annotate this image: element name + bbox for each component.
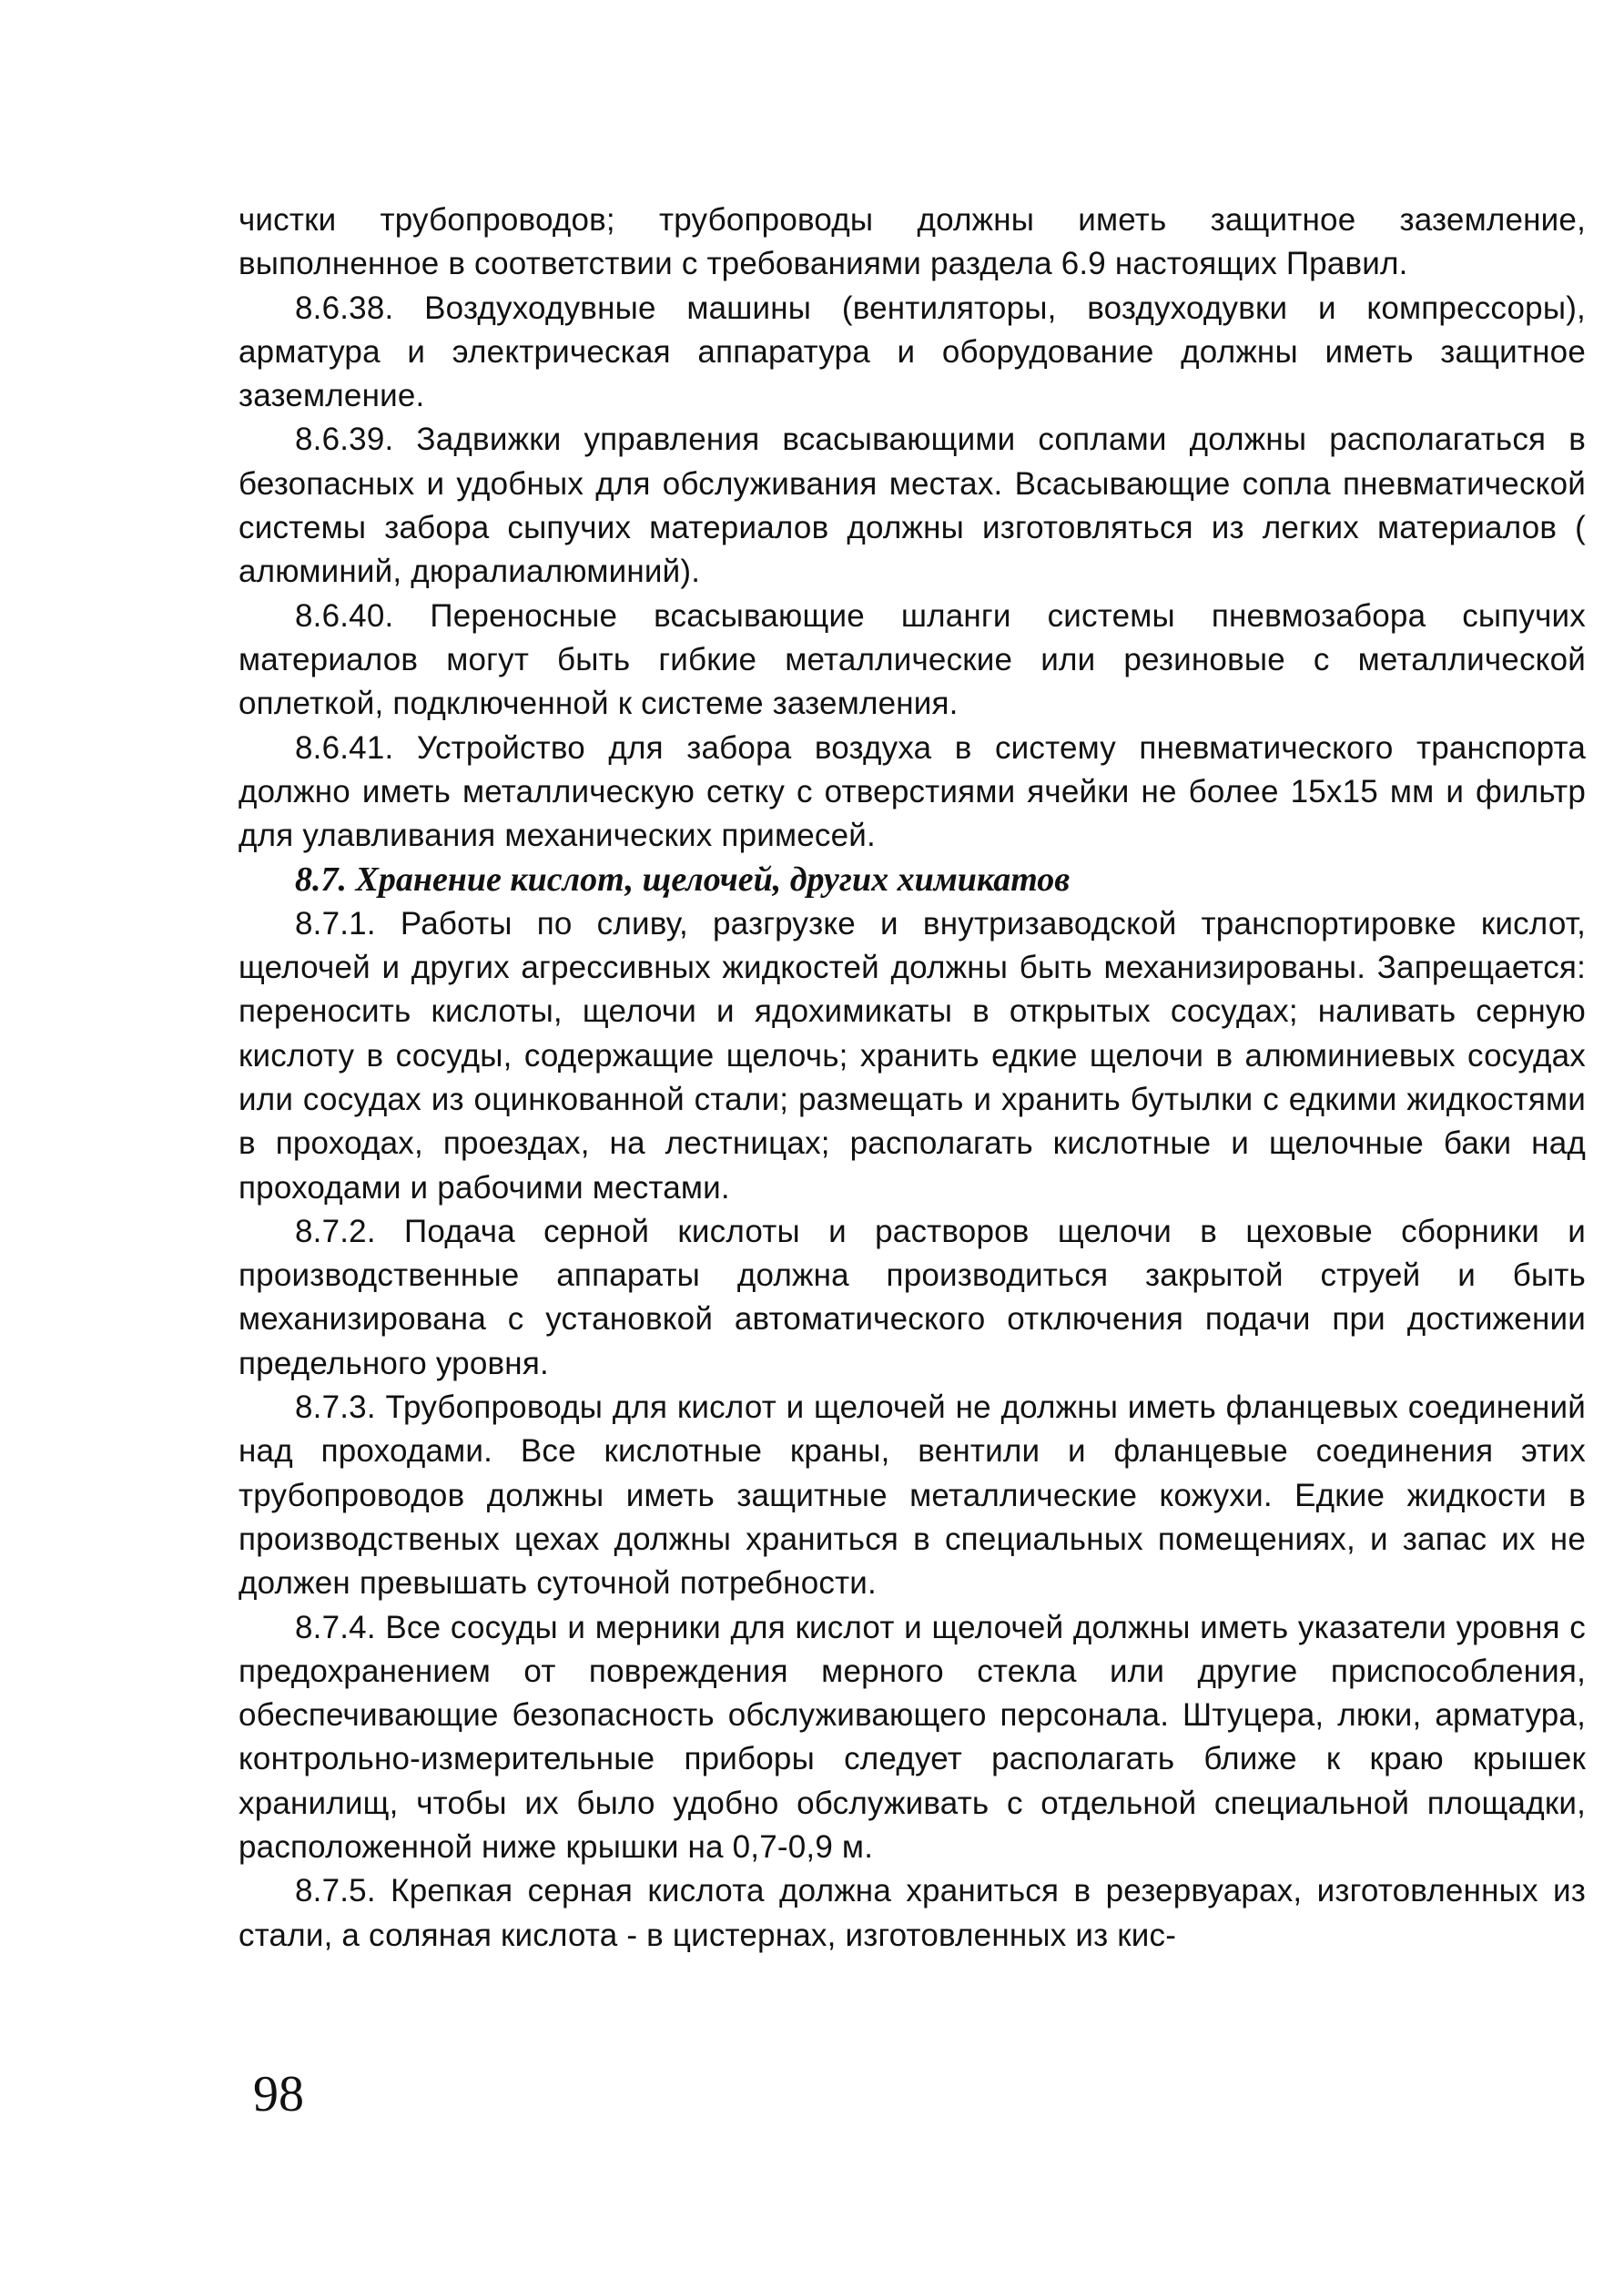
paragraph-8-6-39: 8.6.39. Задвижки управления всасывающими соплами должны располагаться в безопасных и удобных для обслуживания местах. Всасывающие сопла пневматической системы забора сыпучих материалов должны изготовляться из легких материалов ( алюминий, дюралиалюминий). bbox=[239, 422, 1586, 590]
paragraph-continuation: чистки трубопроводов; трубопроводы должны иметь защитное заземление, выполненное в соответствии с требованиями раздела 6.9 настоящих Правил. bbox=[239, 202, 1586, 282]
paragraph-8-7-2: 8.7.2. Подача серной кислоты и растворов щелочи в цеховые сборники и производственные аппараты должна производиться закрытой струей и быть механизирована с установкой автоматического отключения подачи при достижении предельного уровня. bbox=[239, 1213, 1586, 1381]
paragraph-8-7-4: 8.7.4. Все сосуды и мерники для кислот и щелочей должны иметь указатели уровня с предохранением от повреждения мерного стекла или другие приспособления, обеспечивающие безопасность обслуживающего персонала. Штуцера, люки, арматура, контрольно-измерительные приборы следует располагать ближе к краю крышек хранилищ, чтобы их было удобно обслуживать с отдельной специальной площадки, расположенной ниже крышки на 0,7-0,9 м. bbox=[239, 1609, 1586, 1865]
paragraph-8-7-5: 8.7.5. Крепкая серная кислота должна храниться в резервуарах, изготовленных из стали, а соляная кислота - в цистернах, изготовленных из кис- bbox=[239, 1873, 1586, 1953]
paragraph-8-6-38: 8.6.38. Воздуходувные машины (вентиляторы, воздуходувки и компрессоры), арматура и электрическая аппаратура и оборудование должны иметь защитное заземление. bbox=[239, 290, 1586, 414]
paragraph-8-6-41: 8.6.41. Устройство для забора воздуха в систему пневматического транспорта должно иметь металлическую сетку с отверстиями ячейки не более 15х15 мм и фильтр для улавливания механических примесей. bbox=[239, 729, 1586, 854]
paragraph-8-7-3: 8.7.3. Трубопроводы для кислот и щелочей не должны иметь фланцевых соединений над проходами. Все кислотные краны, вентили и фланцевые соединения этих трубопроводов должны иметь защитные металлические кожухи. Едкие жидкости в производственых цехах должны храниться в специальных помещениях, и запас их не должен превышать суточной потребности. bbox=[239, 1389, 1586, 1602]
section-heading-8-7: 8.7. Хранение кислот, щелочей, других химикатов bbox=[295, 860, 1071, 900]
paragraph-8-6-40: 8.6.40. Переносные всасывающие шланги системы пневмозабора сыпучих материалов могут быть гибкие металлические или резиновые с металлической оплеткой, подключенной к системе заземления. bbox=[239, 597, 1586, 722]
paragraph-8-7-1: 8.7.1. Работы по сливу, разгрузке и внутризаводской транспортировке кислот, щелочей и других агрессивных жидкостей должны быть механизированы. Запрещается: переносить кислоты, щелочи и ядохимикаты в открытых сосудах; наливать серную кислоту в сосуды, содержащие щелочь; хранить едкие щелочи в алюминиевых сосудах или сосудах из оцинкованной стали; размещать и хранить бутылки с едкими жидкостями в проходах, проездах, на лестницах; располагать кислотные и щелочные баки над проходами и рабочими местами. bbox=[239, 905, 1586, 1206]
page-number: 98 bbox=[253, 2066, 304, 2122]
document-page bbox=[239, 198, 1586, 1958]
